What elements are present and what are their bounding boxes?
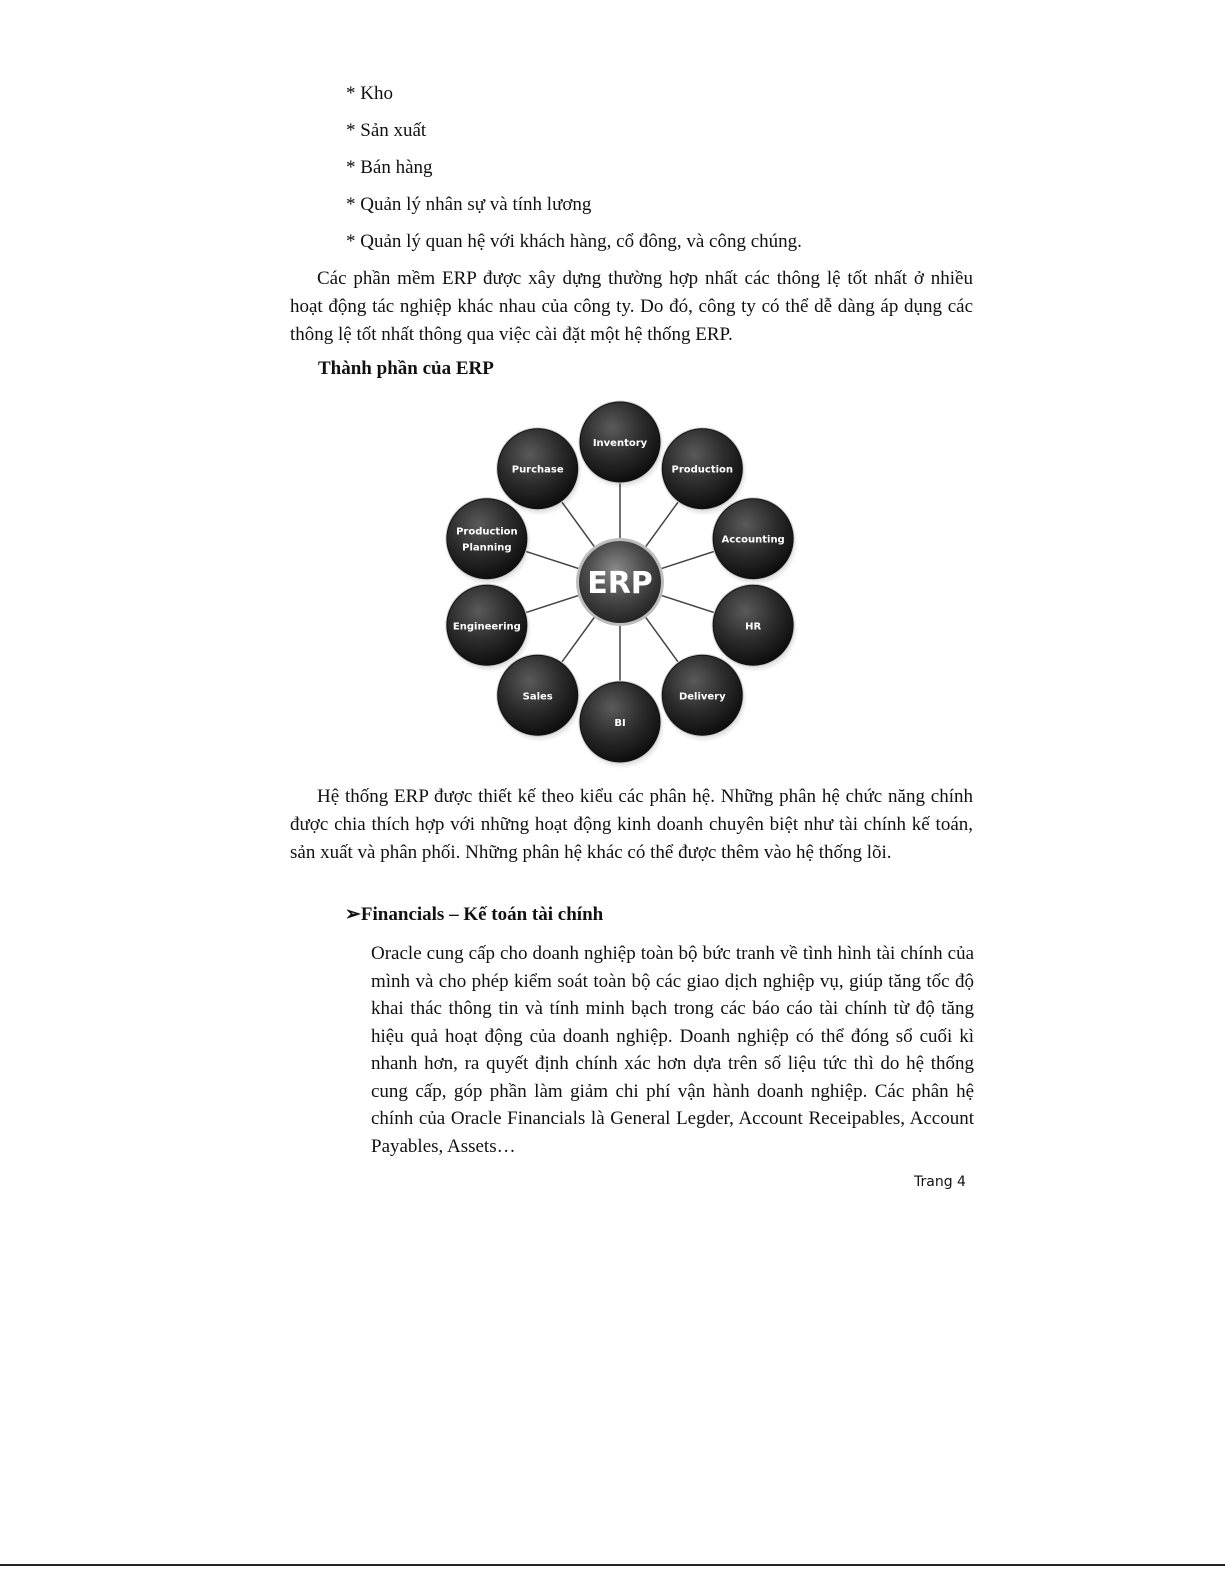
module-node xyxy=(712,584,799,673)
module-node xyxy=(579,681,666,770)
module-node-label: Inventory xyxy=(592,438,648,449)
financials-paragraph: Oracle cung cấp cho doanh nghiệp toàn bộ bức tranh về tình hình tài chính của mình và cho phép kiểm soát toàn bộ các giao dịch nghiệp vụ, giúp tăng tốc độ khai thác thông tin và tính minh bạch trong các báo cáo tài chính từ độ tăng hiệu quả hoạt động của doanh nghiệp. Doanh nghiệp có thể đóng sổ cuối kì nhanh hơn, ra quyết định chính xác hơn dựa trên số liệu tức thì do hệ thống cung cấp, góp phần làm giảm chi phí vận hành doanh nghiệp. Các phân hệ chính của Oracle Financials là General Legder, Account Receipables, Account Payables, Assets… xyxy=(371,943,974,1157)
module-node xyxy=(496,427,583,516)
module-node-label: Sales xyxy=(522,691,553,703)
module-node xyxy=(661,654,748,743)
erp-center-node xyxy=(576,538,664,626)
bullet-item: * Quản lý quan hệ với khách hàng, cổ đông, và công chúng. xyxy=(346,231,802,252)
module-node-label: Delivery xyxy=(678,691,726,703)
bullet-item: * Quản lý nhân sự và tính lương xyxy=(346,194,592,215)
module-node-label: Production xyxy=(456,526,518,538)
financials-heading xyxy=(345,903,603,926)
modules-paragraph: Hệ thống ERP được thiết kế theo kiểu các phân hệ. Những phân hệ chức năng chính được chia thích hợp với những hoạt động kinh doanh chuyên biệt như tài chính kế toán, sản xuất và phân phối. Những phân hệ khác có thể được thêm vào hệ thống lõi. xyxy=(290,786,973,863)
module-node-label: Engineering xyxy=(452,621,521,633)
module-node xyxy=(445,497,532,586)
module-node-label: BI xyxy=(614,718,626,729)
module-node-label: Purchase xyxy=(511,464,564,476)
bottom-divider xyxy=(0,1564,1225,1566)
module-node-label: Production xyxy=(671,464,734,476)
bullet-item: * Kho xyxy=(346,83,393,104)
module-node-label: HR xyxy=(745,621,762,633)
bullet-item: * Bán hàng xyxy=(346,157,433,178)
module-node xyxy=(712,497,799,586)
page-number: Trang 4 xyxy=(914,1174,966,1190)
module-bullet-list xyxy=(346,82,986,267)
module-node-label: Accounting xyxy=(721,534,785,546)
financials-heading-text: Financials – Kế toán tài chính xyxy=(360,904,604,925)
erp-components-diagram xyxy=(430,392,810,772)
bullet-item: * Sản xuất xyxy=(346,120,427,141)
module-node xyxy=(579,401,666,490)
module-node-label-line2: Planning xyxy=(462,542,512,554)
erp-center-label: ERP xyxy=(587,566,653,601)
intro-paragraph: Các phần mềm ERP được xây dựng thường hợp nhất các thông lệ tốt nhất ở nhiều hoạt động tác nghiệp khác nhau của công ty. Do đó, công ty có thể dễ dàng áp dụng các thông lệ tốt nhất thông qua việc cài đặt một hệ thống ERP. xyxy=(290,268,973,345)
module-node xyxy=(445,584,532,673)
arrow-bullet-icon: ➢ xyxy=(345,904,361,925)
section-heading: Thành phần của ERP xyxy=(318,358,494,379)
